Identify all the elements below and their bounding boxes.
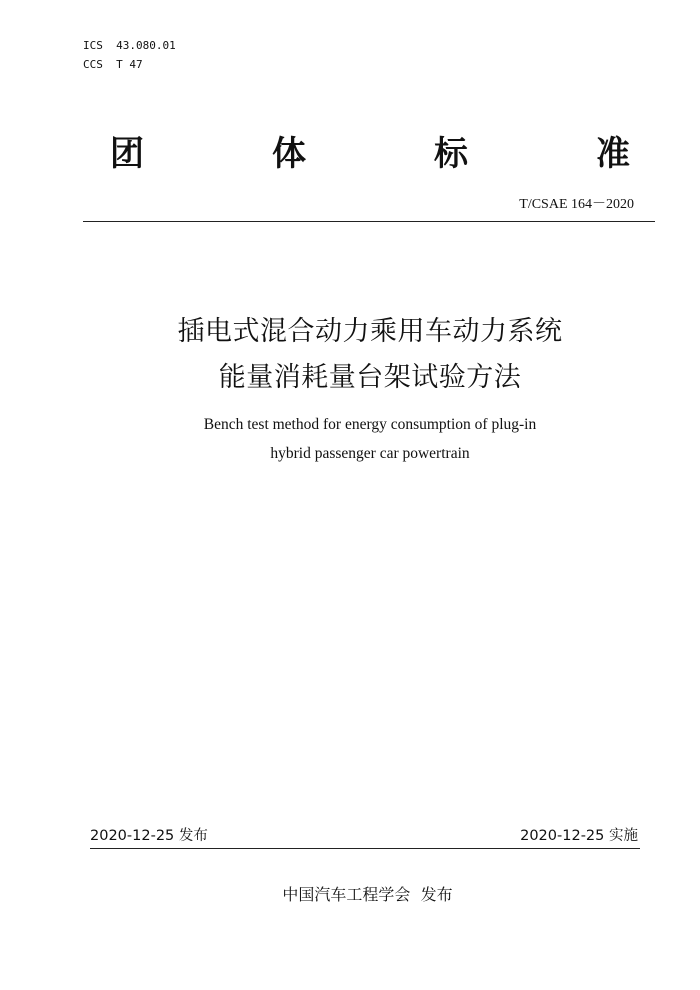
title-english-line-2: hybrid passenger car powertrain (270, 445, 470, 462)
title-english-line-1: Bench test method for energy consumption of plug-in (203, 416, 537, 433)
top-divider (83, 221, 655, 222)
document-type-heading (95, 126, 645, 175)
classification-codes (83, 36, 176, 74)
issue-date: 2020-12-25 发布 (90, 828, 208, 844)
title-chinese-line-1: 插电式混合动力乘用车动力系统 (177, 316, 563, 347)
doc-type-char: 准 (596, 134, 630, 174)
ccs-code: CCS T 47 (83, 58, 143, 71)
implementation-date: 2020-12-25 实施 (520, 828, 638, 844)
standard-number: T/CSAE 164－2020 (519, 197, 634, 212)
date-row (90, 824, 638, 845)
bottom-divider (90, 848, 640, 849)
title-chinese-line-2: 能量消耗量台架试验方法 (218, 362, 522, 393)
publisher: 中国汽车工程学会 发布 (282, 885, 453, 904)
doc-type-char: 团 (110, 134, 144, 174)
ics-code: ICS 43.080.01 (83, 39, 176, 52)
title-chinese (0, 309, 700, 401)
doc-type-char: 体 (272, 134, 306, 174)
doc-type-char: 标 (434, 134, 468, 174)
title-english (0, 410, 700, 468)
